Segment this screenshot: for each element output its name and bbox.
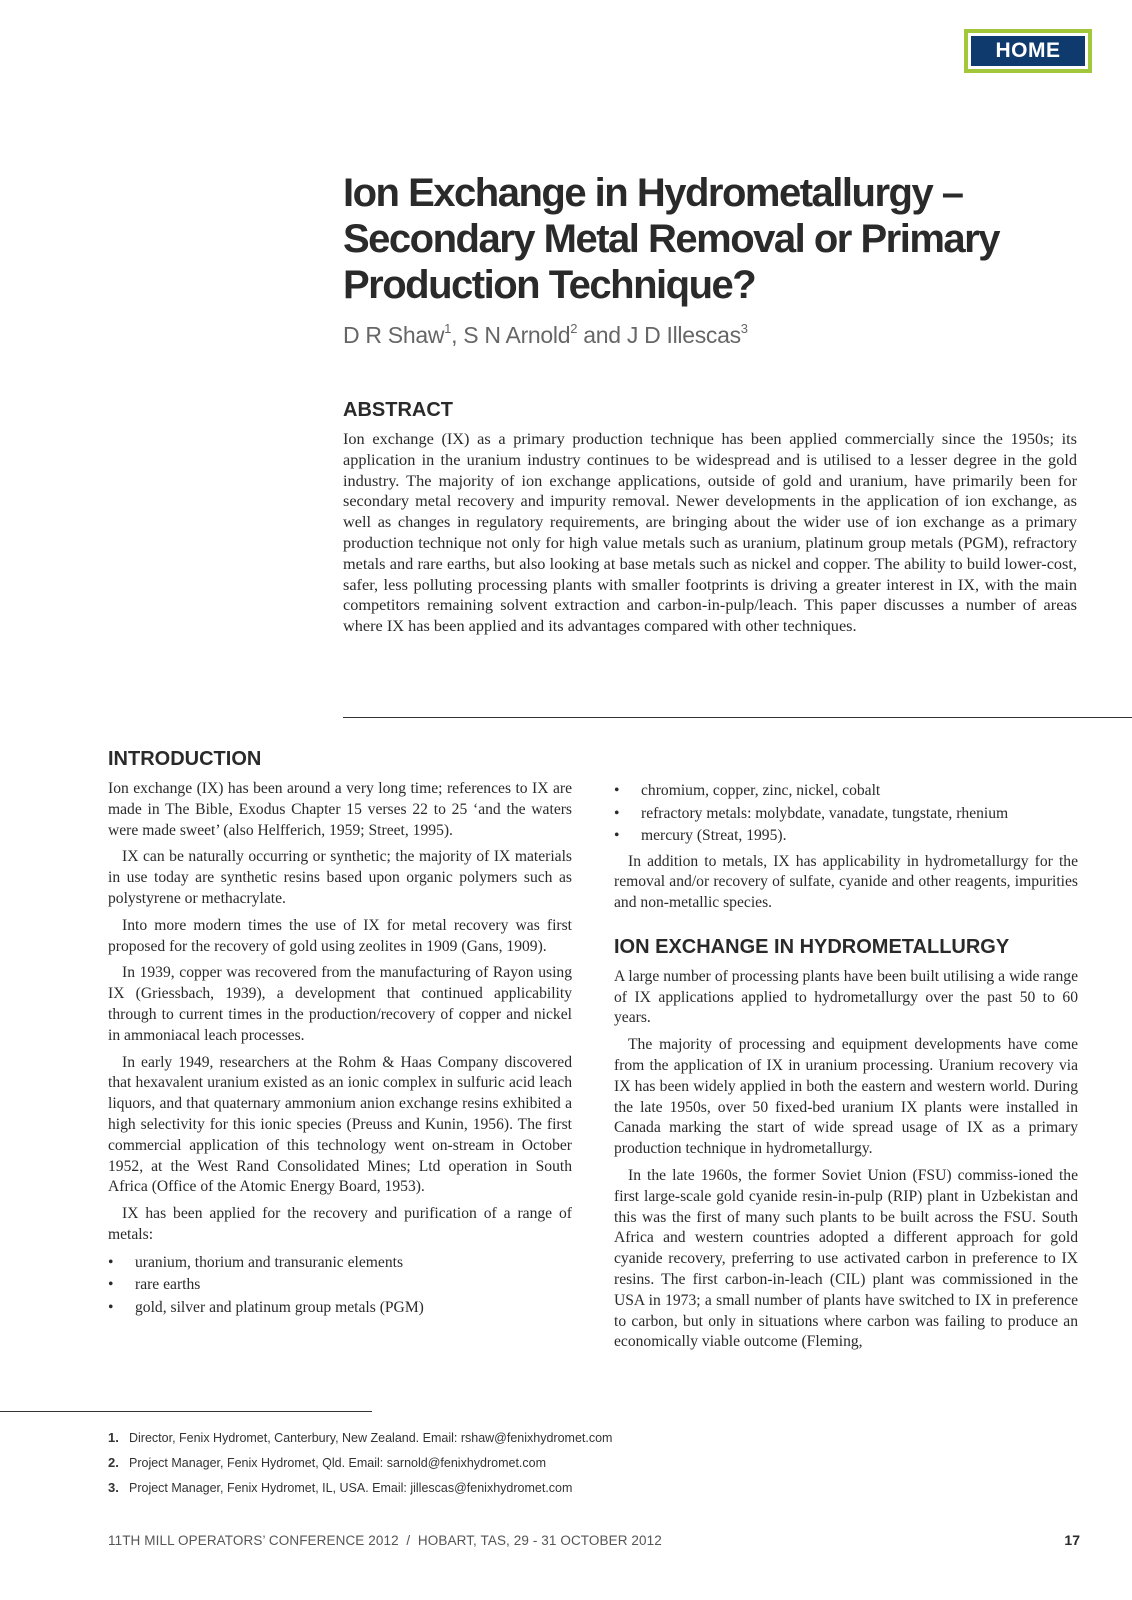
author-name: D R Shaw [343,322,445,348]
body-paragraph: A large number of processing plants have been built utilising a wide range of IX applications applied to hydrometallurgy over the past 50 to 60 years. [614,967,1078,1027]
list-item: • uranium, thorium and transuranic elements [108,1252,572,1275]
body-paragraph: The majority of processing and equipment developments have come from the application of IX in uranium processing. Uranium recovery via IX has been widely applied in both the eastern and western world. During the late 1950s, over 50 fixed-bed uranium IX plants were installed in Canada marking the start of wide spread usage of IX as a primary production technique in hydrometallurgy. [614,1036,1078,1158]
body-paragraph: In the late 1960s, the former Soviet Union (FSU) commiss-ioned the first large-scale gold cyanide resin-in-pulp (RIP) plant in Uzbekistan and this was the first of many such plants to be built across the FSU. South Africa and western countries adopted a different approach for gold cyanide recovery, preferring to use activated carbon in preference to IX resins. The first carbon-in-leach (CIL) plant was commissioned in the USA in 1973; a small number of plants have switched to IX in preference to carbon, but only in situations where carbon was failing to produce an economically viable outcome (Fleming, [614,1167,1078,1351]
author-separator: and [577,322,627,348]
list-item: • mercury (Streat, 1995). [614,825,1078,848]
author-affiliation-mark: 1 [444,321,452,336]
footnote-divider [0,1411,372,1412]
footnote-number: 3. [108,1480,119,1495]
introduction-heading: INTRODUCTION [108,748,262,770]
author-separator: , [451,322,464,348]
author-name: S N Arnold [463,322,571,348]
body-paragraph: IX can be naturally occurring or synthetic; the majority of IX materials in use today are synthetic resins based upon organic polymers such as polystyrene or methacrylate. [108,848,572,907]
paper-title-line: Ion Exchange in Hydrometallurgy – [343,171,963,215]
footnote-number: 2. [108,1455,119,1470]
abstract-text: Ion exchange (IX) as a primary production technique has been applied commercially since the 1950s; its application in the uranium industry continues to be widespread and is utilised to a lesser degree in the gold industry. The majority of ion exchange applications, outside of gold and uranium, have primarily been for secondary metal recovery and impurity removal. Newer developments in the application of ion exchange, as well as changes in regulatory requirements, are bringing about the wider use of ion exchange as a primary production technique not only for high value metals such as uranium, platinum group metals (PGM), refractory metals and rare earths, but also looking at base metals such as nickel and copper. The ability to build lower-cost, safer, less polluting processing plants with smaller footprints is driving a greater interest in IX, with the main competitors remaining solvent extraction and carbon-in-pulp/leach. This paper discusses a number of areas where IX has been applied and its advantages compared with other techniques. [343,429,1077,636]
list-item: • chromium, copper, zinc, nickel, cobalt [614,780,1078,803]
footnote [108,1478,612,1503]
home-button-label: HOME [971,36,1085,66]
paper-title [343,170,1103,308]
author-list [343,322,748,349]
author-affiliation-mark: 3 [740,321,748,336]
footnotes [108,1428,612,1503]
body-paragraph: IX has been applied for the recovery and purification of a range of metals: [108,1205,572,1243]
body-paragraph: In 1939, copper was recovered from the manufacturing of Rayon using IX (Griessbach, 1939), a development that continued applicability through to current times in the production/recovery of copper and nickel in ammoniacal leach processes. [108,964,572,1044]
footnote-text: Project Manager, Fenix Hydromet, IL, USA. Email: jillescas@fenixhydromet.com [129,1481,573,1495]
ix-hydrometallurgy-heading: ION EXCHANGE IN HYDROMETALLURGY [614,935,1010,958]
page-number: 17 [1064,1532,1080,1548]
footnote [108,1453,612,1478]
footnote [108,1428,612,1453]
body-paragraph: Ion exchange (IX) has been around a very long time; references to IX are made in The Bible, Exodus Chapter 15 verses 22 to 25 ‘and the waters were made sweet’ (also Helfferich, 1959; Street, 1995). [108,780,572,839]
paper-title-line: Production Technique? [343,263,756,307]
footnote-number: 1. [108,1430,119,1445]
paper-title-line: Secondary Metal Removal or Primary [343,217,999,261]
list-item: • refractory metals: molybdate, vanadate, tungstate, rhenium [614,803,1078,826]
body-paragraph: In addition to metals, IX has applicability in hydrometallurgy for the removal and/or recovery of sulfate, cyanide and other reagents, impurities and non-metallic species. [614,852,1078,912]
footnote-text: Project Manager, Fenix Hydromet, Qld. Email: sarnold@fenixhydromet.com [129,1456,547,1470]
body-paragraph: In early 1949, researchers at the Rohm & Haas Company discovered that hexavalent uranium existed as an ionic complex in sulfuric acid leach liquors, and that quaternary ammonium anion exchange resins exhibited a high selectivity for this ionic species (Preuss and Kunin, 1956). The first commercial application of this technology went on-stream in October 1952, at the West Rand Consolidated Mines; Ltd operation in South Africa (Office of the Atomic Energy Board, 1953). [108,1053,572,1196]
body-paragraph: Into more modern times the use of IX for metal recovery was first proposed for the recovery of gold using zeolites in 1909 (Gans, 1909). [108,916,572,955]
conference-footer: 11TH MILL OPERATORS’ CONFERENCE 2012 / HOBART, TAS, 29 - 31 OCTOBER 2012 [108,1533,662,1548]
author-affiliation-mark: 2 [570,321,578,336]
section-divider [343,717,1132,718]
right-column [614,780,1078,1359]
left-column [108,748,572,1323]
list-item: • gold, silver and platinum group metals (PGM) [108,1297,572,1320]
list-item: • rare earths [108,1274,572,1297]
metal-list [108,1252,572,1320]
abstract-heading: ABSTRACT [343,399,453,421]
author-name: J D Illescas [626,322,741,348]
metal-list-continued [614,780,1078,848]
home-button[interactable] [964,29,1092,73]
footnote-text: Director, Fenix Hydromet, Canterbury, New Zealand. Email: rshaw@fenixhydromet.com [129,1431,613,1445]
